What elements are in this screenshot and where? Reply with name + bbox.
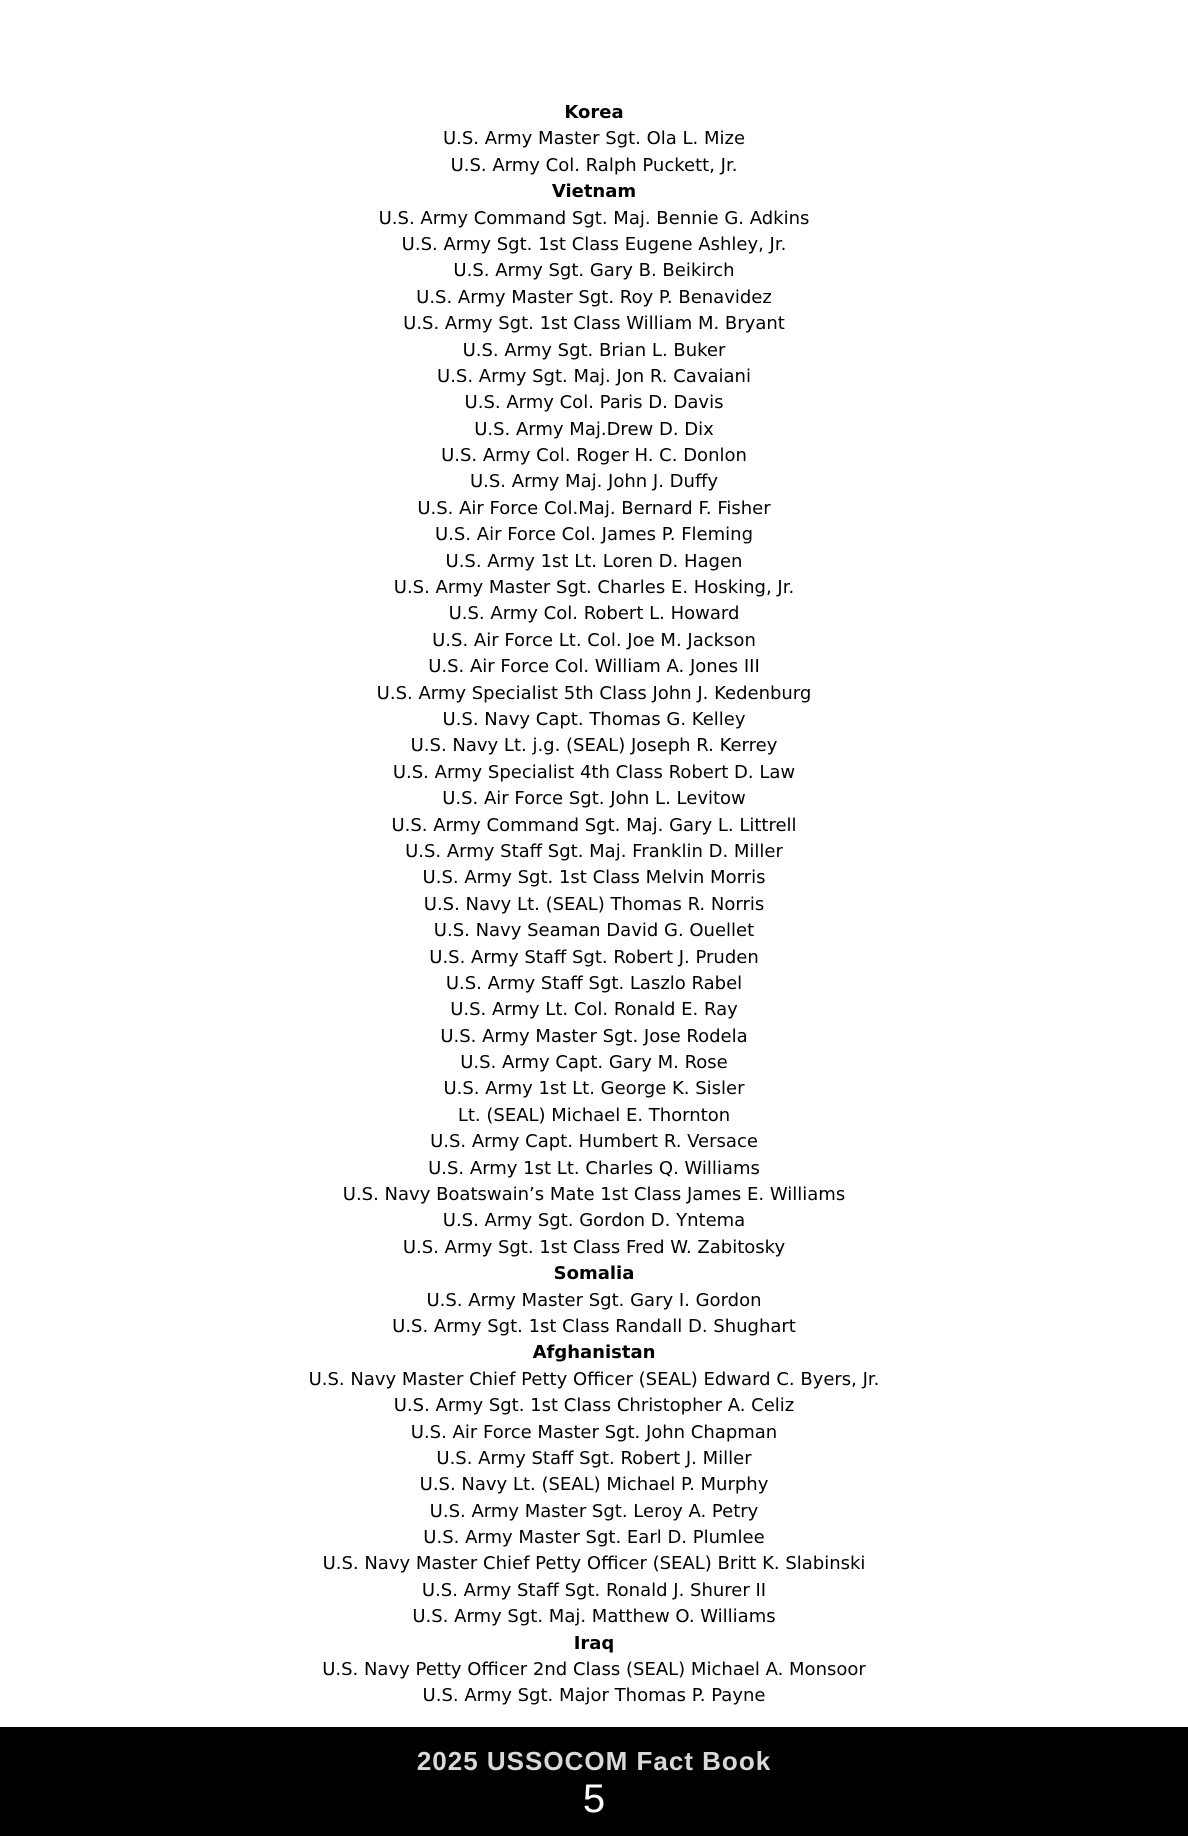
section-heading: Somalia [553,1263,635,1285]
honoree-name: U.S. Army Sgt. Maj. Matthew O. Williams [412,1606,776,1628]
honoree-name: U.S. Air Force Col. James P. Fleming [435,524,753,546]
honoree-name: U.S. Navy Master Chief Petty Officer (SEAL) Britt K. Slabinski [322,1553,866,1575]
section-heading: Afghanistan [532,1342,656,1364]
honoree-list [0,100,1188,1710]
honoree-name: U.S. Army Sgt. 1st Class Melvin Morris [422,867,766,889]
honoree-name: U.S. Army Sgt. Brian L. Buker [462,339,726,361]
honoree-name: U.S. Air Force Lt. Col. Joe M. Jackson [432,629,756,651]
honoree-name: U.S. Army Command Sgt. Maj. Gary L. Littrell [391,814,797,836]
honoree-name: U.S. Army Capt. Gary M. Rose [460,1052,728,1074]
honoree-name: U.S. Army Staff Sgt. Laszlo Rabel [445,972,743,994]
honoree-name: U.S. Army Capt. Humbert R. Versace [430,1131,758,1153]
honoree-name: U.S. Army Master Sgt. Ola L. Mize [442,128,746,150]
honoree-name: U.S. Army 1st Lt. Charles Q. Williams [428,1157,760,1179]
honoree-name: U.S. Army Sgt. Maj. Jon R. Cavaiani [437,365,751,387]
section-heading: Vietnam [551,181,637,203]
honoree-name: U.S. Air Force Master Sgt. John Chapman [410,1421,778,1443]
honoree-name: U.S. Army Master Sgt. Leroy A. Petry [429,1500,759,1522]
honoree-name: U.S. Air Force Sgt. John L. Levitow [442,788,746,810]
honoree-name: U.S. Army Master Sgt. Gary I. Gordon [426,1289,762,1311]
honoree-name: U.S. Army Sgt. 1st Class Eugene Ashley, Jr. [401,233,787,255]
honoree-name: U.S. Navy Seaman David G. Ouellet [433,920,755,942]
honoree-name: U.S. Army Col. Robert L. Howard [448,603,740,625]
honoree-name: U.S. Army Col. Ralph Puckett, Jr. [450,154,738,176]
honoree-name: U.S. Army Staff Sgt. Ronald J. Shurer II [421,1579,767,1601]
honoree-name: U.S. Army Col. Roger H. C. Donlon [441,445,747,467]
honoree-name: U.S. Navy Boatswain’s Mate 1st Class James E. Williams [342,1184,846,1206]
honoree-name: U.S. Army Col. Paris D. Davis [464,392,724,414]
honoree-name: U.S. Navy Lt. j.g. (SEAL) Joseph R. Kerrey [410,735,778,757]
honoree-name: U.S. Army Sgt. 1st Class William M. Bryant [403,313,785,335]
page-footer [0,1727,1188,1836]
honoree-name: U.S. Army Staff Sgt. Maj. Franklin D. Miller [405,840,783,862]
section-heading: Korea [564,102,624,123]
honoree-name: U.S. Army Master Sgt. Roy P. Benavidez [416,286,772,308]
honoree-name: U.S. Navy Capt. Thomas G. Kelley [442,708,746,730]
honoree-name: U.S. Army Specialist 4th Class Robert D. Law [392,761,796,783]
footer-title: 2025 USSOCOM Fact Book [416,1746,772,1776]
honoree-name: U.S. Army Lt. Col. Ronald E. Ray [450,999,738,1021]
honoree-name: U.S. Army Staff Sgt. Robert J. Pruden [429,946,759,968]
honoree-name: U.S. Army Staff Sgt. Robert J. Miller [436,1447,752,1469]
honoree-name: U.S. Army Sgt. 1st Class Fred W. Zabitosky [402,1236,786,1258]
honoree-name: U.S. Army 1st Lt. Loren D. Hagen [445,550,743,572]
honoree-name: U.S. Army Maj.Drew D. Dix [474,418,714,440]
honoree-name: U.S. Army Sgt. Major Thomas P. Payne [422,1685,766,1707]
honoree-name: U.S. Army 1st Lt. George K. Sisler [443,1078,745,1100]
page-number: 5 [582,1777,606,1821]
section-heading: Iraq [573,1632,615,1654]
honoree-name: U.S. Army Master Sgt. Charles E. Hosking, Jr. [393,577,795,599]
honoree-name: U.S. Army Command Sgt. Maj. Bennie G. Adkins [378,207,810,229]
honoree-name: U.S. Army Sgt. 1st Class Christopher A. Celiz [393,1395,795,1417]
honoree-name: U.S. Navy Master Chief Petty Officer (SEAL) Edward C. Byers, Jr. [308,1368,880,1390]
honoree-name: U.S. Navy Lt. (SEAL) Thomas R. Norris [423,893,765,915]
honoree-name: U.S. Navy Lt. (SEAL) Michael P. Murphy [419,1474,769,1496]
honoree-name: U.S. Army Maj. John J. Duffy [469,471,718,493]
honoree-name: U.S. Army Sgt. Gordon D. Yntema [442,1210,746,1232]
honoree-name: U.S. Army Specialist 5th Class John J. Kedenburg [376,682,812,704]
honoree-name: U.S. Army Sgt. Gary B. Beikirch [453,260,735,282]
honoree-name: U.S. Army Master Sgt. Jose Rodela [440,1025,748,1047]
honoree-name: U.S. Army Master Sgt. Earl D. Plumlee [423,1527,765,1549]
honoree-name: Lt. (SEAL) Michael E. Thornton [457,1104,731,1126]
honoree-name: U.S. Navy Petty Officer 2nd Class (SEAL) Michael A. Monsoor [322,1659,866,1681]
honoree-name: U.S. Air Force Col.Maj. Bernard F. Fisher [417,497,771,519]
honoree-name: U.S. Air Force Col. William A. Jones III [428,656,760,678]
honoree-name: U.S. Army Sgt. 1st Class Randall D. Shughart [392,1315,796,1337]
